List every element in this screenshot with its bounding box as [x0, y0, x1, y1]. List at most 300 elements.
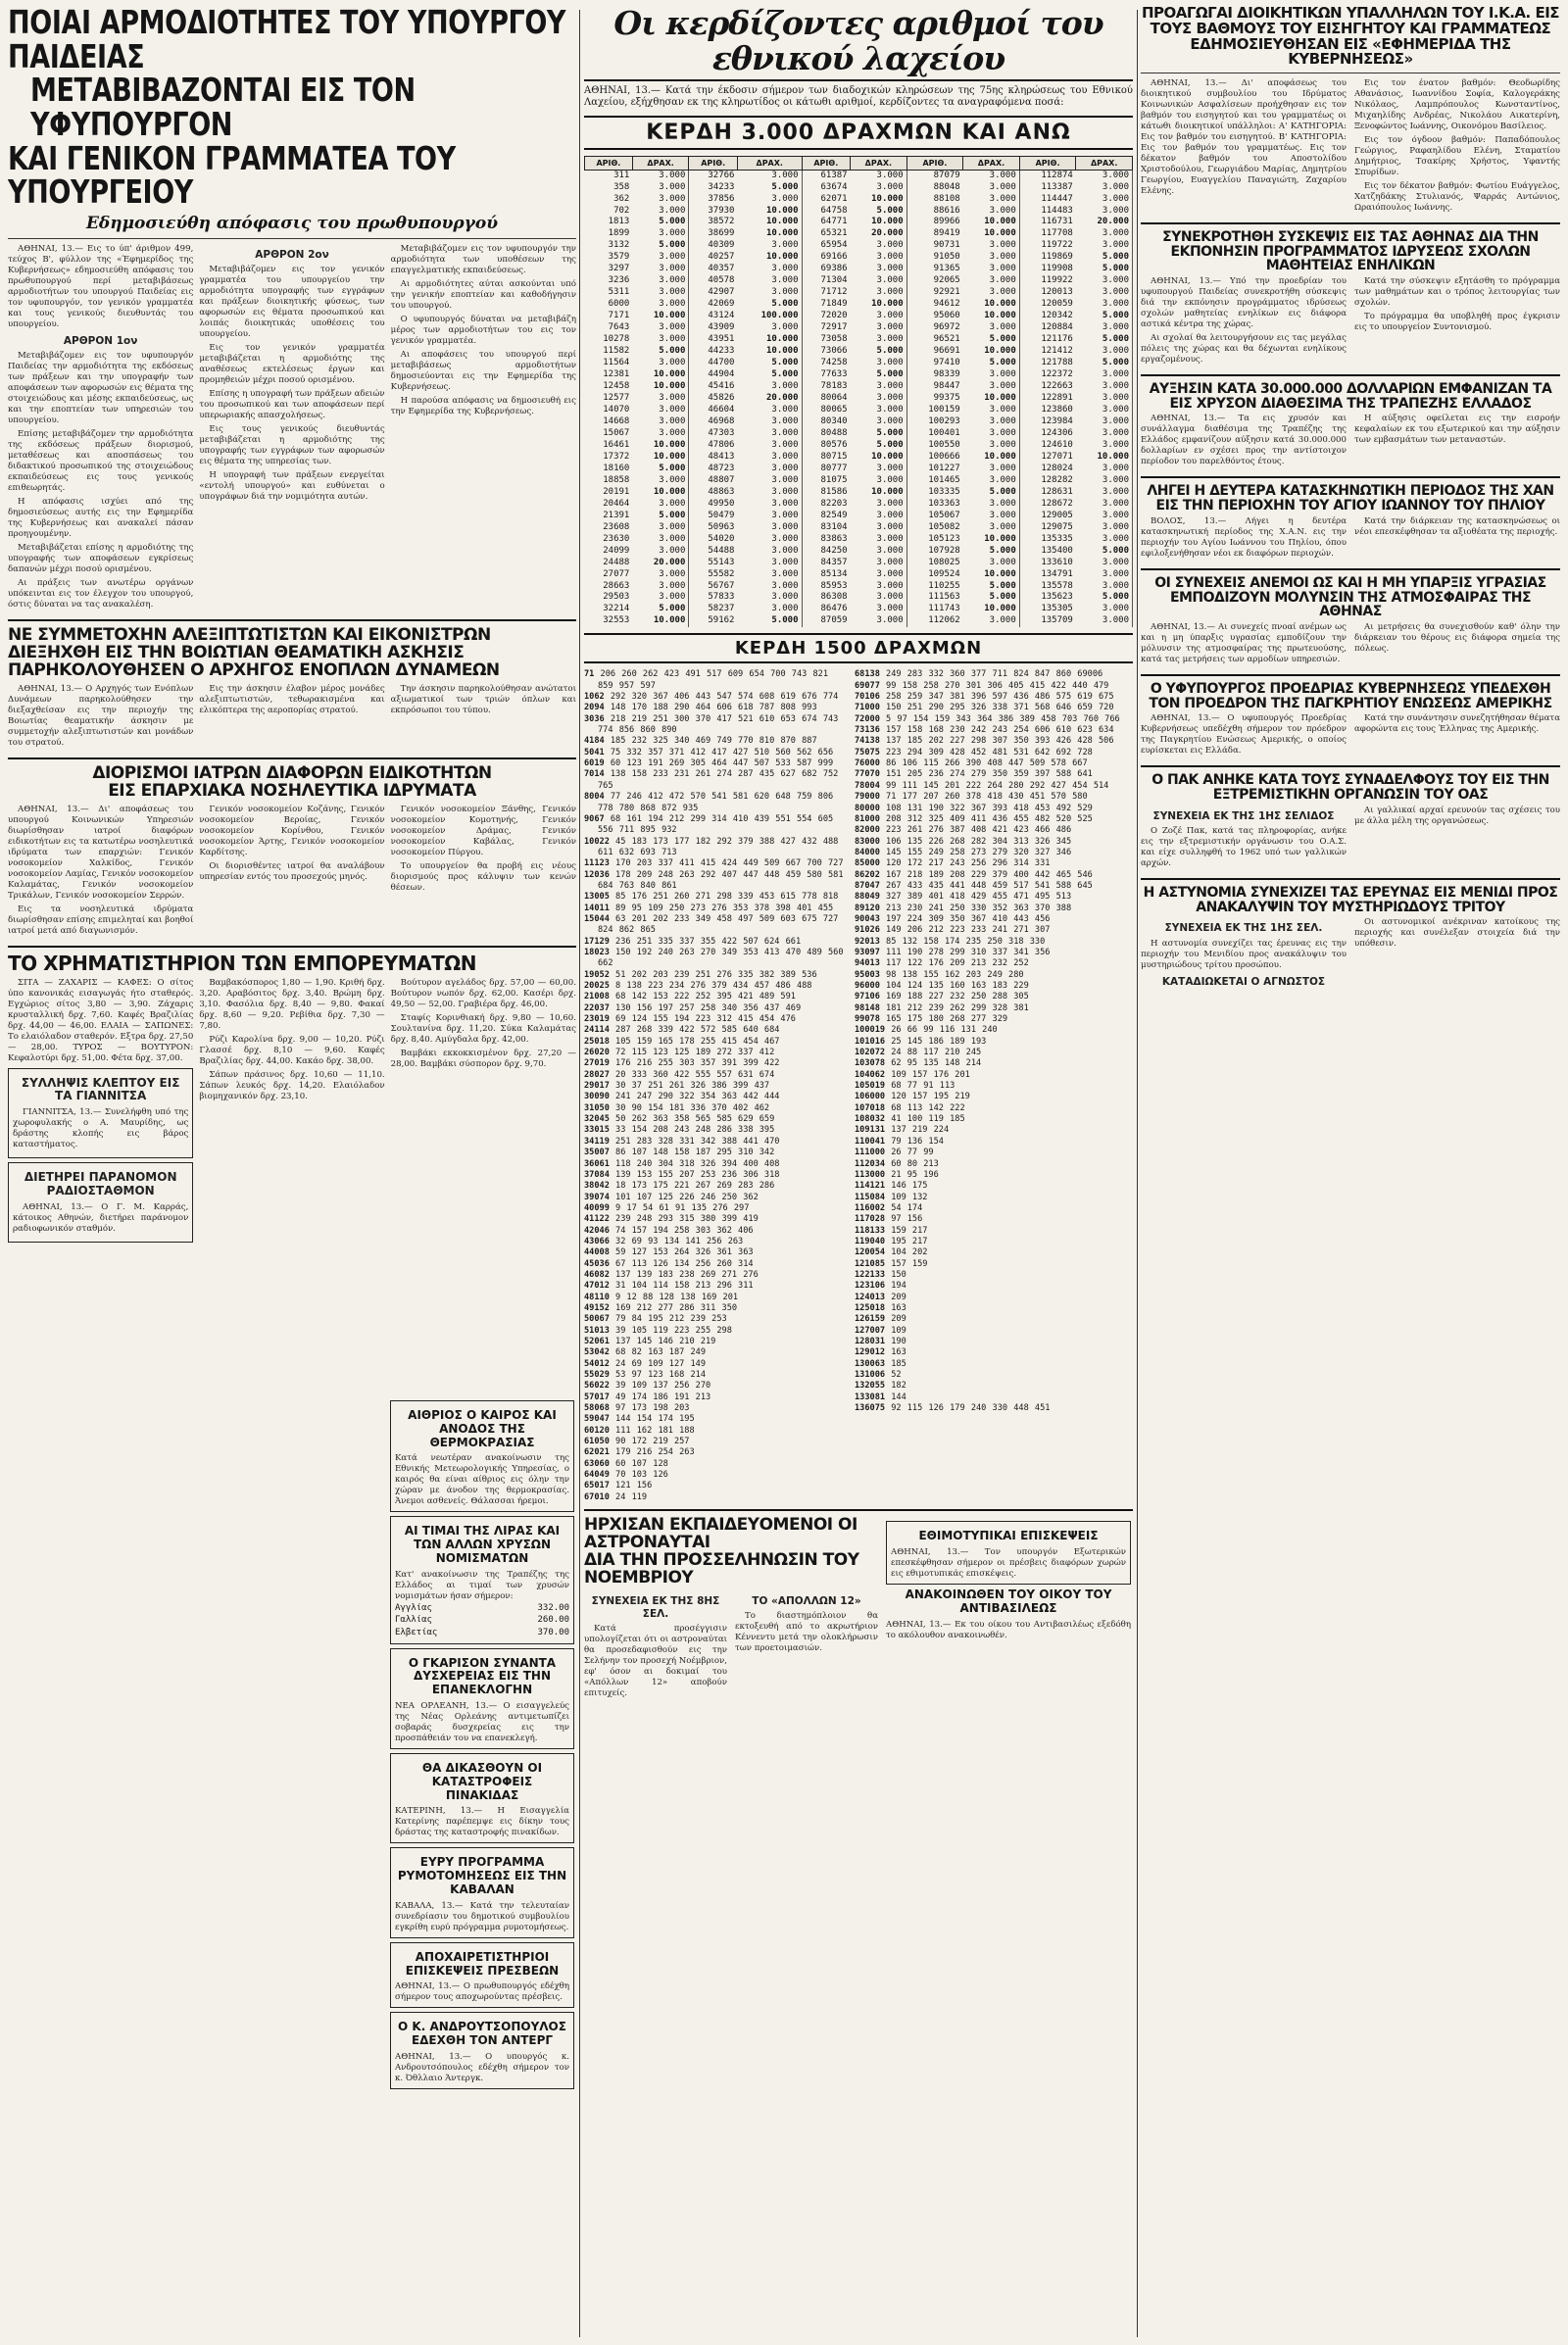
list-item-values: 241 247 290 322 354 363 442 444 [615, 1092, 780, 1102]
table-cell: 133610 [1041, 557, 1073, 567]
list-item [855, 1203, 1129, 1214]
list-item-key: 111000 [855, 1148, 892, 1158]
list-item-values: 130 156 197 257 258 340 356 437 469 [615, 1002, 802, 1013]
table-cell: 3.000 [851, 358, 907, 369]
table-cell: 3.000 [1076, 615, 1133, 627]
table-cell: 3.000 [1076, 405, 1133, 416]
list-item-key: 72000 [855, 713, 887, 724]
table-cell: 10.000 [963, 569, 1020, 581]
list-item-values: 60 80 213 [891, 1158, 939, 1169]
list-item-key: 97106 [855, 992, 887, 1002]
table-cell: 5.000 [632, 217, 689, 228]
center-column: Οι κερδίζοντες αριθμοί του εθνικού λαχείου ΑΘΗΝΑΙ, 13.— Κατά την έκδοσιν σήμερον των διαδοχικών κληρώσεων της 75ης κληρώσεως του Εθνικού Λαχείου, εξήχθησαν εκ της κληρωτίδος οι κάτωθι αριθμοί, κερδίζοντες τα αναγραφόμενα ποσά: ΚΕΡΔΗ 3.000 ΔΡΑΧΜΩΝ ΚΑΙ ΑΝΩ ΑΡΙΘ. ΔΡΑΧ. ΑΡΙΘ. ΔΡΑΧ. ΑΡΙΘ. ΔΡΑΧ. ΑΡΙΘ. ΔΡΑΧ. ΑΡΙΘ. ΔΡΑΧ. 311 3.000 32766 3.000 61387 3.000 87079 3.000 112874 3.000 358 3.000 34233 5.000 63674 3.000 88048 3.000 113387 3.000 362 3.000 37856 3.000 62071 10.000 88108 3.000 114447 3.000 702 3.000 37930 10.000 64758 5.000 88616 3.000 114483 3.000 1813 5.000 38572 10.000 64771 10.000 89966 10.000 116731 20.000 1899 3.000 38699 10.000 65321 20.000 89419 10.000 117708 3.000 3132 5.000 40309 3.000 65954 3.000 90731 3.000 119722 3.000 3579 3.000 40257 10.000 69166 3.000 91050 3.000 119869 5.000 3297 3.000 40357 3.000 69386 3.000 91365 3.000 119908 5.000 3236 3.000 40578 3.000 71304 3.000 92065 3.000 119922 3.000 5311 3.000 42907 3.000 71712 3.000 92921 3.000 120013 3.000 6000 3.000 42069 5.000 71849 10.000 94612 10.000 120059 3.000 7171 10.000 43124 100.000 72020 3.000 95060 10.000 120342 5.000 7643 3.000 43909 3.000 72917 3.000 96972 3.000 120884 3.000 10278 3.000 43951 10.000 73058 3.000 96521 5.000 121176 5.000 11582 5.000 44233 10.000 73066 5.000 96691 10.000 121412 3.000 11564 3.000 44700 5.000 74258 3.000 97410 5.000 121788 5.000 12381 10.000 44904 5.000 77633 5.000 98339 3.000 122372 3.000 12458 10.000 45416 3.000 78183 3.000 98447 3.000 122663 3.000 12577 3.000 45826 20.000 80064 3.000 99375 10.000 122891 3.000 14070 3.000 46604 3.000 80065 3.000 100159 3.000 123860 3.000 14668 3.000 46968 3.000 80340 3.000 100293 3.000 123984 3.000 15067 3.000 47303 3.000 80488 5.000 100401 3.000 124306 3.000 16461 10.000 47806 3.000 80576 5.000 100550 3.000 124610 3.000 17372 10.000 48413 3.000 80715 10.000 100666 10.000 127071 10.000 18160 5.000 48723 3.000 80777 3.000 101227 3.000 128024 3.000 18858 3.000 48807 3.000 81075 3.000 101465 3.000 128282 3.000 20191 10.000 48863 3.000 81586 10.000 103335 5.000 128631 3.000 20464 3.000 49950 3.000 82203 3.000 103363 3.000 128672 3.000 21391 5.000 50479 3.000 82549 3.000 105067 3.000 129005 3.000 23608 3.000 50963 3.000 83104 3.000 105082 3.000 129075 3.000 23630 3.000 54020 3.000 83863 3.000 105123 10.000 135335 3.000 24099 3.000 54488 3.000 84250 3.000 107928 5.000 135400 5.000 24488 20.000 55143 3.000 84357 3.000 108025 3.000 133610 3.000 27077 3.000 55582 3.000 85134 3.000 109524 10.000 134791 3.000 28663 3.000 56767 3.000 85953 3.000 110255 5.000 135578 3.000 29503 3.000 57833 3.000 86308 3.000 111563 5.000 135623 5.000 32214 5.000 58237 3.000 86476 3.000 111743 10.000 135305 3.000 32553 10.000 59162 5.000 87059 3.000 112062 3.000 135709 3.000 ΚΕΡΔΗ 1500 ΔΡΑΧΜΩΝ 71 206 260 262 423 491 517 609 654 700 743 821 859 957 597 1062 292 320 367 406 443 547 574 608 619 676 774 2094 148 170 188 290 464 606 618 787 808 993 3036 218 219 251 300 370 417 521 610 653 674 743 774 856 860 890 4184 185 232 325 340 469 749 770 810 870 887 5041 75 332 357 371 412 417 427 510 560 562 656 6019 60 123 191 269 305 464 447 507 533 587 999 7014 138 158 233 231 261 274 287 435 627 682 752 765 8004 77 246 412 472 570 541 581 620 648 759 806 778 780 868 872 935 9067 68 161 194 212 299 314 410 439 551 554 605 556 711 895 932 10022 45 183 173 177 182 292 379 388 427 432 488 611 632 693 713 11123 170 203 337 411 415 424 449 509 667 700 727 12036 178 209 248 263 292 407 447 448 459 580 581 684 763 840 861 13005 85 176 251 260 271 298 339 453 615 778 818 14011 89 95 109 250 273 276 353 378 398 401 455 15044 63 201 202 233 349 458 497 509 603 675 727 824 862 865 17129 236 251 335 337 355 422 507 624 661 18023 150 192 240 263 270 349 353 413 470 489 560 662 19052 51 202 203 239 251 276 335 382 389 536 20025 8 138 223 234 276 379 434 457 486 488 21008 68 142 153 222 252 395 421 489 591 22037 130 156 197 257 258 340 356 437 469 23019 69 124 155 194 223 312 415 454 476 24114 287 268 339 422 572 585 640 684 25018 105 159 165 178 255 415 454 467 26020 72 115 123 125 189 272 337 412 27019 176 216 255 303 357 391 399 422 28027 20 333 360 422 555 557 631 674 29017 30 37 251 261 326 386 399 437 30090 241 247 290 322 354 363 442 444 31050 30 90 154 181 336 370 402 462 32045 50 262 363 358 565 585 629 659 33015 33 154 208 243 248 286 338 395 34119 251 283 328 331 342 388 441 470 35007 86 107 148 158 187 295 310 342 36061 118 240 304 318 326 394 400 408 37084 139 153 155 207 253 236 306 318 38042 18 173 175 221 267 269 283 286 39074 101 107 125 226 246 250 362 40099 9 17 54 61 91 135 276 297 41122 239 248 293 315 380 399 419 42046 74 157 194 258 303 362 406 43066 32 69 93 134 141 256 263 44008 59 127 153 264 326 361 363 45036 67 113 126 134 256 260 314 46082 137 139 183 238 269 271 276 47012 31 104 114 158 213 296 311 48110 9 12 88 128 138 169 201 49152 169 212 277 286 311 350 50067 79 84 195 212 239 253 51013 39 105 119 223 255 298 52061 137 145 146 210 219 53042 68 82 163 187 249 54012 24 69 109 127 149 55029 53 97 123 168 214 56022 39 109 137 256 270 57017 49 174 186 191 213 58068 97 173 198 203 59047 144 154 174 195 60120 111 162 181 188 61050 90 172 219 257 62021 179 216 254 263 63060 60 107 128 64049 70 103 126 65017 121 156 67010 24 119 68138 249 283 332 360 377 711 824 847 860 69006 69077 99 158 258 270 301 306 405 415 422 440 479 70106 258 259 347 381 396 597 436 486 575 619 675 71000 150 251 290 295 326 338 371 568 646 659 720 72000 5 97 154 159 343 364 386 389 458 703 760 766 73136 157 158 168 230 242 243 254 606 610 623 634 74138 137 185 202 227 298 307 350 393 426 428 506 75075 223 294 309 428 452 481 531 642 692 728 76000 86 106 115 266 390 408 447 509 578 667 77070 151 205 236 274 279 350 359 397 588 641 78004 99 111 145 201 222 264 280 292 427 454 514 79000 71 177 207 260 378 418 430 451 570 580 80000 108 131 190 322 367 393 418 453 492 529 81000 208 312 325 409 411 436 455 482 520 525 82000 223 261 276 387 408 421 423 466 486 83000 106 135 226 268 282 304 313 326 345 84000 145 155 249 258 273 279 320 327 346 85000 120 172 217 243 256 296 314 331 86202 167 218 189 208 229 379 400 442 465 546 87047 267 433 435 441 448 459 517 541 588 645 88049 327 389 401 418 429 455 471 495 513 89120 213 230 241 250 330 352 363 370 388 90043 197 224 309 350 367 410 443 456 91026 149 206 212 223 233 241 271 307 92013 85 132 158 174 235 250 318 330 93097 111 190 278 299 310 337 341 356 94013 117 122 176 209 213 232 252 95003 98 138 155 162 203 249 280 96000 104 124 135 160 163 183 229 97106 169 188 227 232 250 288 305 98148 181 212 239 262 299 328 381 99078 165 175 180 268 277 329 100019 26 66 99 116 131 240 101016 25 145 186 189 193 102072 24 88 117 210 245 103078 62 95 135 148 214 104062 109 157 176 201 105019 68 77 91 113 106000 120 157 195 219 107018 68 113 142 222 108032 41 100 119 185 109131 137 219 224 110041 79 136 154 111000 26 77 99 112034 60 80 213 113000 21 95 196 114121 146 175 115084 109 132 116002 54 174 117028 97 156 118133 159 217 119040 195 217 120054 104 202 121085 157 159 122133 150 123106 194 124013 209 125018 163 126159 209 127007 109 128031 190 129012 163 130063 185 131006 52 132055 182 133081 144 136075 92 115 126 179 240 330 448 451 ΗΡΧΙΣΑΝ ΕΚΠΑΙΔΕΥΟΜΕΝΟΙ ΟΙ ΑΣΤΡΟΝΑΥΤΑΙ ΔΙΑ ΤΗΝ ΠΡΟΣΣΕΛΗΝΩΣΙΝ ΤΟΥ ΝΟΕΜΒΡΙΟΥ ΣΥΝΕΧΕΙΑ ΕΚ ΤΗΣ 8ΗΣ ΣΕΛ. Κατά προσέγγισιν υπολογίζεται ότι οι αστροναύται θα προσεδαφισθούν εις την Σελήνην τον προσεχή Νοέμβριον, εφ' όσον αι δοκιμαί του «Απόλλων 12» αποβούν επιτυχείς. ΤΟ «ΑΠΟΛΛΩΝ 12» Το διαστημόπλοιον θα εκτοξευθή από το ακρωτήριον Κέννεντυ μετά την ολοκλήρωσιν των προετοιμασιών. ΕΘΙΜΟΤΥΠΙΚΑΙ ΕΠΙΣΚΕΨΕΙΣ ΑΘΗΝΑΙ, 13.— Τον υπουργόν Εξωτερικών επεσκέφθησαν σήμερον οι πρέσβεις διαφόρων χωρών εις εθιμοτυπικάς επισκέψεις. ΑΝΑΚΟΙΝΩΘΕΝ ΤΟΥ ΟΙΚΟΥ ΤΟΥ ΑΝΤΙΒΑΣΙΛΕΩΣ ΑΘΗΝΑΙ, 13.— Εκ του οίκου του Αντιβασιλέως εξεδόθη το ακόλουθον ανακοινωθέν. [584, 6, 1133, 1699]
list-item-key: 131006 [855, 1370, 892, 1381]
table-cell: 110255 [928, 580, 960, 591]
column-header: ΔΡΑΧ. [963, 156, 1020, 170]
list-item [855, 1048, 1129, 1058]
rate-label: Αγγλίας [395, 1602, 432, 1613]
list-item [855, 825, 1129, 836]
list-item [584, 758, 849, 769]
table-cell: 42907 [708, 287, 735, 298]
table-cell: 34233 [708, 181, 735, 192]
list-item-values: 179 216 254 263 [615, 1447, 695, 1458]
table-cell: 61387 [820, 170, 848, 180]
table-cell: 10.000 [851, 194, 907, 206]
table-row [585, 369, 1133, 381]
table-cell: 98339 [933, 369, 960, 380]
table-cell: 45416 [708, 381, 735, 392]
article-heading: ΣΥΝΕΧΕΙΑ ΕΚ ΤΗΣ 8ΗΣ ΣΕΛ. [591, 1594, 720, 1620]
list-item-key: 21008 [584, 992, 616, 1002]
list-item-values: 209 [891, 1314, 906, 1325]
list-item [584, 870, 849, 893]
list-item [584, 1270, 849, 1281]
table-cell: 59162 [708, 615, 735, 626]
table-row [585, 534, 1133, 546]
paragraph: ΑΘΗΝΑΙ, 13.— Ο Γ. Μ. Καρράς, κάτοικος Αθηνών, διετήρει παράνομον ραδιοφωνικόν σταθμόν. [13, 1201, 189, 1234]
table-cell: 92065 [933, 275, 960, 286]
list-item-values: 85 176 251 260 271 298 339 453 615 778 818 [615, 892, 839, 903]
list-item [855, 804, 1129, 814]
list-item-key: 109131 [855, 1125, 892, 1136]
table-cell: 3.000 [632, 182, 689, 194]
list-item-values: 170 203 337 411 415 424 449 509 667 700 727 [615, 858, 844, 869]
list-item [855, 1403, 1129, 1414]
table-cell: 3.000 [1076, 416, 1133, 428]
list-item-values: 68 113 142 222 [891, 1102, 965, 1113]
list-item [584, 970, 849, 981]
table-cell: 20464 [603, 498, 630, 509]
table-cell: 14668 [603, 415, 630, 426]
table-cell: 81586 [820, 486, 848, 497]
table-cell: 24488 [603, 557, 630, 567]
table-cell: 3.000 [737, 416, 802, 428]
table-cell: 3.000 [632, 287, 689, 299]
list-item-key: 12036 [584, 869, 616, 880]
table-cell: 121788 [1041, 358, 1073, 368]
column-header: ΑΡΙΘ. [585, 156, 633, 170]
table-cell: 3.000 [1076, 464, 1133, 475]
table-cell: 21391 [603, 510, 630, 520]
paragraph: ΑΘΗΝΑΙ, 13.— Εις το ύπ' άριθμον 499, τεύχος Β', φύλλον της «Έφημερίδος της Κυβερνήσεως» εδημοσιεύθη απόφασις του πρωθυπουργού περί μεταβιβάσεως αρμοδιοτήτων του υπουργού Παιδείας εις τον υφυπουργόν, τον γενικόν γραμματέα και τους γενικούς διευθυντάς του υπουργείου. [8, 243, 194, 329]
list-item-values: 109 [891, 1325, 906, 1336]
table-cell: 3.000 [851, 275, 907, 287]
list-item-values: 151 205 236 274 279 350 359 397 588 641 [886, 769, 1093, 780]
table-cell: 10.000 [851, 217, 907, 228]
list-item [584, 1359, 849, 1370]
list-item-values: 101 107 125 226 246 250 362 [615, 1192, 759, 1202]
list-item [855, 1270, 1129, 1281]
list-item-key: 56022 [584, 1381, 616, 1392]
list-item [855, 1003, 1129, 1014]
list-item-key: 57017 [584, 1392, 616, 1402]
table-cell: 94612 [933, 299, 960, 310]
table-row [585, 615, 1133, 627]
table-cell: 47806 [708, 439, 735, 450]
table-row [585, 464, 1133, 475]
list-item [584, 1181, 849, 1192]
list-item [855, 1092, 1129, 1102]
list-item [855, 1159, 1129, 1170]
table-cell: 90731 [933, 240, 960, 251]
list-item [855, 714, 1129, 725]
list-item-key: 98148 [855, 1002, 887, 1013]
table-cell: 44233 [708, 346, 735, 357]
list-item-key: 33015 [584, 1125, 616, 1136]
list-item-key: 25018 [584, 1036, 616, 1047]
table-cell: 6000 [608, 299, 630, 310]
table-cell: 3.000 [963, 369, 1020, 381]
list-item [584, 1314, 849, 1325]
paragraph: ΣΙΤΑ — ΖΑΧΑΡΙΣ — ΚΑΦΕΣ: Ο σίτος ύπο κανονικάς εισαγωγάς ήτο σταθερός. Εγχώριος σίτος 3,80 — 3,90. Ζάχαρις κρυσταλλική δρχ. 7,60. Καφές Βραζιλίας δρχ. 44,00 — 46,00. ΕΛΑΙΑ — ΣΑΠΩΝΕΣ: Το ελαιόλαδον σταθερόν. Εξτρα δρχ. 27,50 — 28,00. ΤΥΡΟΣ — ΒΟΥΤΥΡΟΝ: Κεφαλοτύρι δρχ. 51,00. Φέτα δρχ. 37,00. [8, 977, 194, 1063]
table-cell: 3.000 [737, 592, 802, 604]
table-cell: 101227 [928, 463, 960, 473]
list-item-values: 167 218 189 208 229 379 400 442 465 546 [886, 869, 1093, 880]
table-cell: 3.000 [632, 194, 689, 206]
list-item-values: 51 202 203 239 251 276 335 382 389 536 [615, 969, 817, 980]
table-cell: 73066 [820, 346, 848, 357]
table-cell: 124306 [1041, 427, 1073, 438]
list-item-key: 91026 [855, 925, 887, 936]
list-item-values: 139 153 155 207 253 236 306 318 [615, 1169, 780, 1180]
list-item-values: 195 217 [891, 1236, 928, 1246]
table-cell: 5.000 [851, 369, 907, 381]
headline-line: ΝΕ ΣΥΜΜΕΤΟΧΗΝ ΑΛΕΞΙΠΤΩΤΙΣΤΩΝ ΚΑΙ ΕΙΚΟΝΙΣΤΡΩΝ [8, 625, 491, 646]
rate-value: 370.00 [537, 1627, 569, 1637]
list-item-values: 39 109 137 256 270 [615, 1381, 711, 1392]
table-cell: 71304 [820, 275, 848, 286]
list-item-values: 67 113 126 134 256 260 314 [615, 1258, 754, 1269]
list-item [855, 769, 1129, 780]
table-cell: 3236 [608, 275, 630, 286]
table-cell: 100401 [928, 427, 960, 438]
table-cell: 10.000 [737, 217, 802, 228]
list-item-values: 157 159 [891, 1258, 928, 1269]
table-cell: 3.000 [737, 240, 802, 252]
table-cell: 3.000 [851, 522, 907, 534]
table-cell: 3.000 [851, 405, 907, 416]
list-item-values: 111 162 181 188 [615, 1425, 695, 1436]
table-row [585, 440, 1133, 452]
paragraph: Ο Ζοζέ Πακ, κατά τας πληροφορίας, ανήκε εις την εξτρεμιστικήν οργάνωσιν του Ο.Α.Σ. και είχε συλληφθή το 1962 υπό των γαλλικών αρχών. [1141, 826, 1347, 869]
list-item-key: 10022 [584, 836, 616, 847]
list-item-key: 116002 [855, 1202, 892, 1213]
table-title: ΚΕΡΔΗ 3.000 ΔΡΑΧΜΩΝ ΚΑΙ ΑΝΩ [584, 116, 1133, 150]
list-item [855, 1014, 1129, 1025]
table-cell: 3.000 [963, 182, 1020, 194]
list-item-key: 75075 [855, 747, 887, 757]
table-cell: 3.000 [963, 206, 1020, 218]
list-item-values: 68 142 153 222 252 395 421 489 591 [615, 992, 796, 1002]
table-cell: 48723 [708, 463, 735, 473]
table-cell: 3.000 [851, 381, 907, 393]
list-item-values: 53 97 123 168 214 [615, 1370, 707, 1381]
right-column: ΠΡΟΑΓΩΓΑΙ ΔΙΟΙΚΗΤΙΚΩΝ ΥΠΑΛΛΗΛΩΝ ΤΟΥ Ι.Κ.Α. ΕΙΣ ΤΟΥΣ ΒΑΘΜΟΥΣ ΤΟΥ ΕΙΣΗΓΗΤΟΥ ΚΑΙ ΓΡΑΜΜΑΤΕΩΣ ΕΔΗΜΟΣΙΕΥΘΗΣΑΝ ΕΙΣ «ΕΦΗΜΕΡΙΔΑ ΤΗΣ ΚΥΒΕΡΝΗΣΕΩΣ» ΑΘΗΝΑΙ, 13.— Δι' αποφάσεως του διοικητικού συμβουλίου του Ιδρύματος Κοινωνικών Ασφαλίσεων προήχθησαν εις τον βαθμόν του εισηγητού και του γραμματέως οι κάτωθι διοικητικοί υπάλληλοι: Α' ΚΑΤΗΓΟΡΙΑ: Εις τον βαθμόν του εισηγητού. Β' ΚΑΤΗΓΟΡΙΑ: Εις τον βαθμόν του γραμματέως. Εις τον δέκατον βαθμόν του Αποστολίδου Χριστοδούλου, Γεωργιάδου Μαρίας, Δημητρίου Γεωργίου, Ευαγγελίου Παναγιώτη, Ζαχαρίου Ελένης. Εις τον ένατον βαθμόν: Θεοδωρίδης Αθανάσιος, Ιωαννίδου Σοφία, Καλογεράκης Νικόλαος, Λαμπρόπουλος Κωνσταντίνος, Μιχαηλίδης Ανδρέας, Νικολάου Αικατερίνη, Ξενοφώντος Ιωάννης, Οικονόμου Βασίλειος. Εις τον όγδοον βαθμόν: Παπαδόπουλος Γεώργιος, Ραφαηλίδου Ελένη, Σταματίου Δημήτριος, Τσακίρης Χρήστος, Υφαντής Σπυρίδων. Εις τον δέκατον βαθμόν: Φωτίου Ευάγγελος, Χατζηδάκης Στυλιανός, Ψαρράς Αντώνιος, Ωραιόπουλος Ιωάννης. ΣΥΝΕΚΡΟΤΗΘΗ ΣΥΣΚΕΨΙΣ ΕΙΣ ΤΑΣ ΑΘΗΝΑΣ ΔΙΑ ΤΗΝ ΕΚΠΟΝΗΣΙΝ ΠΡΟΓΡΑΜΜΑΤΟΣ ΙΔΡΥΣΕΩΣ ΣΧΟΛΩΝ ΜΑΘΗΤΕΙΑΣ ΕΝΗΛΙΚΩΝ ΑΘΗΝΑΙ, 13.— Υπό την προεδρίαν του υφυπουργού Παιδείας συνεκροτήθη σύσκεψις διά την εκπόνησιν προγράμματος ιδρύσεως σχολών μαθητείας ενηλίκων εις διάφορα αστικά κέντρα της χώρας. Αι σχολαί θα λειτουργήσουν εις τας μεγάλας πόλεις της χώρας και θα δέχωνται ενηλίκους εργαζομένους. Κατά την σύσκεψιν εξητάσθη το πρόγραμμα των μαθημάτων και ο τρόπος λειτουργίας των σχολών. Το πρόγραμμα θα υποβληθή προς έγκρισιν εις το υπουργείον Συντονισμού. ΑΥΞΗΣΙΝ ΚΑΤΑ 30.000.000 ΔΟΛΛΑΡΙΩΝ ΕΜΦΑΝΙΖΑΝ ΤΑ ΕΙΣ ΧΡΥΣΟΝ ΔΙΑΘΕΣΙΜΑ ΤΗΣ ΤΡΑΠΕΖΗΣ ΕΛΛΑΔΟΣ ΑΘΗΝΑΙ, 13.— Τα εις χρυσόν και συνάλλαγμα διαθέσιμα της Τραπέζης της Ελλάδος εμφανίζουν αύξησιν κατά 30.000.000 δολλαρίων εν σχέσει προς την αντίστοιχον περίοδον του παρελθόντος έτους. Η αύξησις οφείλεται εις την εισροήν κεφαλαίων εκ του εξωτερικού και την αύξησιν των εμβασμάτων των μεταναστών. ΛΗΓΕΙ Η ΔΕΥΤΕΡΑ ΚΑΤΑΣΚΗΝΩΤΙΚΗ ΠΕΡΙΟΔΟΣ ΤΗΣ ΧΑΝ ΕΙΣ ΤΗΝ ΠΕΡΙΟΧΗΝ ΤΟΥ ΑΓΙΟΥ ΙΩΑΝΝΟΥ ΤΟΥ ΠΗΛΙΟΥ ΒΟΛΟΣ, 13.— Λήγει η δευτέρα κατασκηνωτική περίοδος της Χ.Α.Ν. εις την περιοχήν του Αγίου Ιωάννου του Πηλίου, όπου εφιλοξενήθησαν νέοι εκ διαφόρων περιοχών. Κατά την διάρκειαν της κατασκηνώσεως οι νέοι επεσκέφθησαν τα αξιοθέατα της περιοχής. ΟΙ ΣΥΝΕΧΕΙΣ ΑΝΕΜΟΙ ΩΣ ΚΑΙ Η ΜΗ ΥΠΑΡΞΙΣ ΥΓΡΑΣΙΑΣ ΕΜΠΟΔΙΖΟΥΝ ΜΟΛΥΝΣΙΝ ΤΗΣ ΑΤΜΟΣΦΑΙΡΑΣ ΤΗΣ ΑΘΗΝΑΣ ΑΘΗΝΑΙ, 13.— Αι συνεχείς πνοαί ανέμων ως και η μη ύπαρξις υγρασίας εμποδίζουν την μόλυνσιν της ατμοσφαίρας της πρωτευούσης, κατά τας μετρήσεις των αρμοδίων υπηρεσιών. Αι μετρήσεις θα συνεχισθούν καθ' όλην την διάρκειαν του θέρους εις διάφορα σημεία της πόλεως. Ο ΥΦΥΠΟΥΡΓΟΣ ΠΡΟΕΔΡΙΑΣ ΚΥΒΕΡΝΗΣΕΩΣ ΥΠΕΔΕΧΘΗ ΤΟΝ ΠΡΟΕΔΡΟΝ ΤΗΣ ΠΑΓΚΡΗΤΙΟΥ ΕΝΩΣΕΩΣ ΑΜΕΡΙΚΗΣ ΑΘΗΝΑΙ, 13.— Ο υφυπουργός Προεδρίας Κυβερνήσεως υπεδέχθη σήμερον τον πρόεδρον της Παγκρητίου Ενώσεως Αμερικής, ο οποίος ευρίσκεται εις Ελλάδα. Κατά την συνάντησιν συνεζητήθησαν θέματα αφορώντα εις τους Έλληνας της Αμερικής. Ο ΠΑΚ ΑΝΗΚΕ ΚΑΤΑ ΤΟΥΣ ΣΥΝΑΔΕΛΦΟΥΣ ΤΟΥ ΕΙΣ ΤΗΝ ΕΞΤΡΕΜΙΣΤΙΚΗΝ ΟΡΓΑΝΩΣΙΝ ΤΟΥ ΟΑΣ ΣΥΝΕΧΕΙΑ ΕΚ ΤΗΣ 1ΗΣ ΣΕΛΙΔΟΣ Ο Ζοζέ Πακ, κατά τας πληροφορίας, ανήκε εις την εξτρεμιστικήν οργάνωσιν του Ο.Α.Σ. και είχε συλληφθή το 1962 υπό των γαλλικών αρχών. Αι γαλλικαί αρχαί ερευνούν τας σχέσεις του με άλλα μέλη της οργανώσεως. Η ΑΣΤΥΝΟΜΙΑ ΣΥΝΕΧΙΖΕΙ ΤΑΣ ΕΡΕΥΝΑΣ ΕΙΣ ΜΕΝΙΔΙ ΠΡΟΣ ΑΝΑΚΑΛΥΨΙΝ ΤΟΥ ΜΥΣΤΗΡΙΩΔΟΥΣ ΤΡΙΤΟΥ ΣΥΝΕΧΕΙΑ ΕΚ ΤΗΣ 1ΗΣ ΣΕΛ. Η αστυνομία συνεχίζει τας έρευνας εις την περιοχήν του Μενιδίου προς ανακάλυψιν του μυστηριώδους τρίτου προσώπου. ΚΑΤΑΔΙΩΚΕΤΑΙ Ο ΑΓΝΩΣΤΟΣ Οι αστυνομικοί ανέκριναν κατοίκους της περιοχής και συνέλεξαν στοιχεία διά την υπόθεσιν. [1141, 6, 1560, 988]
list-item-values: 144 [891, 1392, 906, 1402]
table-cell: 3.000 [851, 311, 907, 322]
table-cell: 5.000 [963, 546, 1020, 558]
table-cell: 3.000 [737, 194, 802, 206]
table-cell: 20.000 [632, 558, 689, 569]
table-cell: 10.000 [963, 217, 1020, 228]
table-cell: 3.000 [851, 464, 907, 475]
list-item-values: 24 119 [615, 1491, 648, 1502]
list-item-values: 176 216 255 303 357 391 399 422 [615, 1058, 780, 1069]
list-item-key: 95003 [855, 969, 887, 980]
table-cell: 3.000 [963, 287, 1020, 299]
list-item [584, 814, 849, 837]
table-cell: 11582 [603, 346, 630, 357]
table-cell: 3.000 [737, 322, 802, 334]
list-item [855, 703, 1129, 713]
table-cell: 42069 [708, 299, 735, 310]
headline: ΑΠΟΧΑΙΡΕΤΙΣΤΗΡΙΟΙ ΕΠΙΣΚΕΨΕΙΣ ΠΡΕΣΒΕΩΝ [405, 1949, 560, 1978]
list-item-key: 9067 [584, 813, 611, 824]
headline-line: ΜΕΤΑΒΙΒΑΖΟΝΤΑΙ ΕΙΣ ΤΟΝ ΥΦΥΠΟΥΡΓΟΝ [29, 71, 416, 143]
list-item [584, 1437, 849, 1447]
list-item-key: 2094 [584, 703, 611, 713]
table-cell: 10.000 [1076, 452, 1133, 464]
table-cell: 98447 [933, 381, 960, 392]
table-row [585, 499, 1133, 511]
rate-row [395, 1627, 569, 1639]
table-cell: 5.000 [963, 334, 1020, 346]
table-cell: 116731 [1041, 217, 1073, 227]
table-cell: 50963 [708, 521, 735, 532]
list-item [855, 1281, 1129, 1292]
list-item-values: 97 173 198 203 [615, 1403, 690, 1414]
list-item [584, 792, 849, 814]
list-item-values: 137 219 224 [891, 1125, 950, 1136]
list-item [855, 1193, 1129, 1203]
table-cell: 10.000 [632, 311, 689, 322]
list-item-values: 181 212 239 262 299 328 381 [886, 1002, 1029, 1013]
list-item-key: 80000 [855, 803, 887, 813]
table-cell: 135709 [1041, 615, 1073, 626]
list-item-values: 169 212 277 286 311 350 [615, 1302, 738, 1313]
list-item-key: 20025 [584, 981, 616, 991]
list-item-key: 37084 [584, 1169, 616, 1180]
table-cell: 3.000 [963, 522, 1020, 534]
table-cell: 5.000 [851, 428, 907, 440]
list-item [855, 848, 1129, 858]
table-cell: 91365 [933, 264, 960, 274]
table-cell: 40578 [708, 275, 735, 286]
list-item-key: 85000 [855, 858, 887, 869]
table-cell: 17372 [603, 451, 630, 462]
list-item [584, 1025, 849, 1036]
list-item-key: 3036 [584, 713, 611, 724]
paragraph: ΓΙΑΝΝΙΤΣΑ, 13.— Συνελήφθη υπό της χωροφυλακής ο Α. Μαυρίδης, ως δράστης κλοπής εις βάρος καταστήματος. [13, 1107, 189, 1150]
table-cell: 702 [613, 205, 630, 216]
table-cell: 57833 [708, 592, 735, 603]
list-item-key: 101016 [855, 1036, 892, 1047]
list-item [855, 792, 1129, 803]
list-item-values: 62 95 135 148 214 [891, 1058, 982, 1069]
table-cell: 3.000 [632, 393, 689, 405]
table-cell: 85134 [820, 568, 848, 579]
table-cell: 72020 [820, 311, 848, 321]
table-cell: 37930 [708, 205, 735, 216]
list-item-values: 97 156 [891, 1214, 923, 1225]
table-cell: 112874 [1041, 170, 1073, 180]
table-cell: 16461 [603, 439, 630, 450]
headline: ΤΟ ΧΡΗΜΑΤΙΣΤΗΡΙΟΝ ΤΩΝ ΕΜΠΟΡΕΥΜΑΤΩΝ [8, 951, 476, 975]
list-item-key: 59047 [584, 1414, 616, 1425]
table-cell: 3.000 [851, 546, 907, 558]
list-item [584, 1381, 849, 1392]
table-cell: 3.000 [737, 170, 802, 181]
list-item-values: 249 283 332 360 377 711 824 847 860 69006 [886, 669, 1103, 680]
list-item-key: 92013 [855, 936, 887, 947]
list-item [584, 1114, 849, 1125]
table-cell: 10.000 [851, 452, 907, 464]
list-item [584, 1148, 849, 1158]
headline: ΔΙΕΤΗΡΕΙ ΠΑΡΑΝΟΜΟΝ ΡΑΔΙΟΣΤΑΘΜΟΝ [24, 1170, 177, 1197]
table-row [585, 428, 1133, 440]
list-item-values: 20 333 360 422 555 557 631 674 [615, 1069, 775, 1080]
column-rule [1137, 10, 1138, 2337]
list-item-values: 111 190 278 299 310 337 341 356 [886, 947, 1051, 957]
paragraph: ΑΘΗΝΑΙ, 13.— Τον υπουργόν Εξωτερικών επεσκέφθησαν σήμερον οι πρέσβεις διαφόρων χωρών εις εθιμοτυπικάς επισκέψεις. [891, 1546, 1126, 1579]
list-item [855, 1259, 1129, 1270]
table-cell: 96691 [933, 346, 960, 357]
table-cell: 3.000 [632, 334, 689, 346]
list-item-values: 45 183 173 177 182 292 379 388 427 432 488 611 632 693 713 [598, 836, 839, 857]
table-cell: 3132 [608, 240, 630, 251]
table-cell: 3.000 [632, 569, 689, 581]
list-item-values: 165 175 180 268 277 329 [886, 1014, 1008, 1025]
list-item-key: 64049 [584, 1470, 616, 1481]
list-item-values: 33 154 208 243 248 286 338 395 [615, 1125, 775, 1136]
table-cell: 87059 [820, 615, 848, 626]
table-cell: 3.000 [851, 592, 907, 604]
list-item-key: 15044 [584, 913, 616, 924]
table-cell: 358 [613, 181, 630, 192]
table-cell: 40357 [708, 264, 735, 274]
table-cell: 43124 [708, 311, 735, 321]
list-item-key: 82000 [855, 825, 887, 836]
list-item-values: 92 115 126 179 240 330 448 451 [891, 1403, 1051, 1414]
table-cell: 18160 [603, 463, 630, 473]
headline: Οι κερδίζοντες αριθμοί του εθνικού λαχείου [584, 6, 1133, 81]
table-cell: 3.000 [632, 299, 689, 311]
list-item [584, 904, 849, 914]
table-cell: 3.000 [963, 475, 1020, 487]
list-item-key: 11123 [584, 858, 616, 869]
list-item-key: 107018 [855, 1102, 892, 1113]
rate-value: 332.00 [537, 1602, 569, 1613]
list-item-key: 71000 [855, 703, 887, 713]
table-row [585, 217, 1133, 228]
list-item-key: 38042 [584, 1181, 616, 1192]
list-item-key: 129012 [855, 1347, 892, 1358]
table-cell: 3.000 [737, 511, 802, 522]
list-item-key: 105019 [855, 1081, 892, 1092]
table-cell: 119722 [1041, 240, 1073, 251]
table-cell: 89419 [933, 228, 960, 239]
list-item-values: 137 145 146 210 219 [615, 1337, 716, 1346]
paragraph: ΑΘΗΝΑΙ, 13.— Ο υπουργός κ. Ανδρουτσόπουλος εδέχθη σήμερον τον κ. Όθλλαιο Άντεργκ. [395, 2051, 569, 2083]
table-cell: 3.000 [851, 416, 907, 428]
list-item [584, 1337, 849, 1347]
table-cell: 109524 [928, 568, 960, 579]
table-row [585, 358, 1133, 369]
table-row [585, 299, 1133, 311]
table-cell: 3297 [608, 264, 630, 274]
table-cell: 3.000 [963, 615, 1020, 627]
table-cell: 3.000 [632, 206, 689, 218]
number-list [584, 669, 849, 1503]
table-cell: 121412 [1041, 346, 1073, 357]
table-cell: 3.000 [737, 428, 802, 440]
table-cell: 3.000 [1076, 206, 1133, 218]
list-item-values: 9 17 54 61 91 135 276 297 [615, 1202, 750, 1213]
list-item [584, 692, 849, 703]
list-item-key: 83000 [855, 836, 887, 847]
table-cell: 87079 [933, 170, 960, 180]
table-cell: 112062 [928, 615, 960, 626]
list-item-key: 39074 [584, 1192, 616, 1202]
table-row [585, 194, 1133, 206]
table-cell: 5.000 [632, 511, 689, 522]
list-item-key: 99078 [855, 1014, 887, 1025]
column-header: ΑΡΙΘ. [802, 156, 851, 170]
table-cell: 114447 [1041, 193, 1073, 204]
table-cell: 128672 [1041, 498, 1073, 509]
list-item-key: 45036 [584, 1258, 616, 1269]
table-cell: 128024 [1041, 463, 1073, 473]
paragraph: ΑΘΗΝΑΙ, 13.— Ο πρωθυπουργός εδέχθη σήμερον τους αποχωρούντας πρέσβεις. [395, 1981, 569, 2003]
table-cell: 135305 [1041, 604, 1073, 614]
table-cell: 134791 [1041, 568, 1073, 579]
table-cell: 128631 [1041, 486, 1073, 497]
list-item-values: 24 88 117 210 245 [891, 1048, 982, 1058]
list-item-values: 104 202 [891, 1247, 928, 1258]
table-row [585, 287, 1133, 299]
table-cell: 37856 [708, 193, 735, 204]
table-cell: 3.000 [851, 615, 907, 627]
list-item-values: 68 161 194 212 299 314 410 439 551 554 605 556 711 895 932 [598, 813, 834, 836]
paragraph: ΑΘΗΝΑΙ, 13.— Υπό την προεδρίαν του υφυπουργού Παιδείας συνεκροτήθη σύσκεψις διά την εκπόνησιν προγράμματος ιδρύσεως σχολών μαθητείας ενηλίκων εις διάφορα αστικά κέντρα της χώρας. [1141, 276, 1347, 330]
table-cell: 129005 [1041, 510, 1073, 520]
list-item [855, 781, 1129, 792]
table-cell: 3.000 [1076, 170, 1133, 181]
list-item-key: 132055 [855, 1381, 892, 1392]
table-cell: 129075 [1041, 521, 1073, 532]
table-cell: 58237 [708, 604, 735, 614]
list-item [584, 1259, 849, 1270]
table-cell: 10.000 [963, 534, 1020, 546]
list-item-key: 67010 [584, 1491, 616, 1502]
table-cell: 80715 [820, 451, 848, 462]
list-item [855, 1392, 1129, 1403]
list-item-values: 169 188 227 232 250 288 305 [886, 992, 1029, 1002]
list-item-values: 137 185 202 227 298 307 350 393 426 428 506 [886, 736, 1114, 747]
table-cell: 100.000 [737, 311, 802, 322]
list-item-key: 40099 [584, 1202, 616, 1213]
table-row [585, 322, 1133, 334]
table-cell: 20.000 [737, 393, 802, 405]
table-cell: 24099 [603, 545, 630, 556]
list-item-key: 133081 [855, 1392, 892, 1402]
list-item-key: 113000 [855, 1169, 892, 1180]
rate-value: 260.00 [537, 1615, 569, 1626]
table-cell: 11564 [603, 358, 630, 368]
table-cell: 85953 [820, 580, 848, 591]
list-item-key: 27019 [584, 1058, 616, 1069]
list-item-values: 109 132 [891, 1192, 928, 1202]
